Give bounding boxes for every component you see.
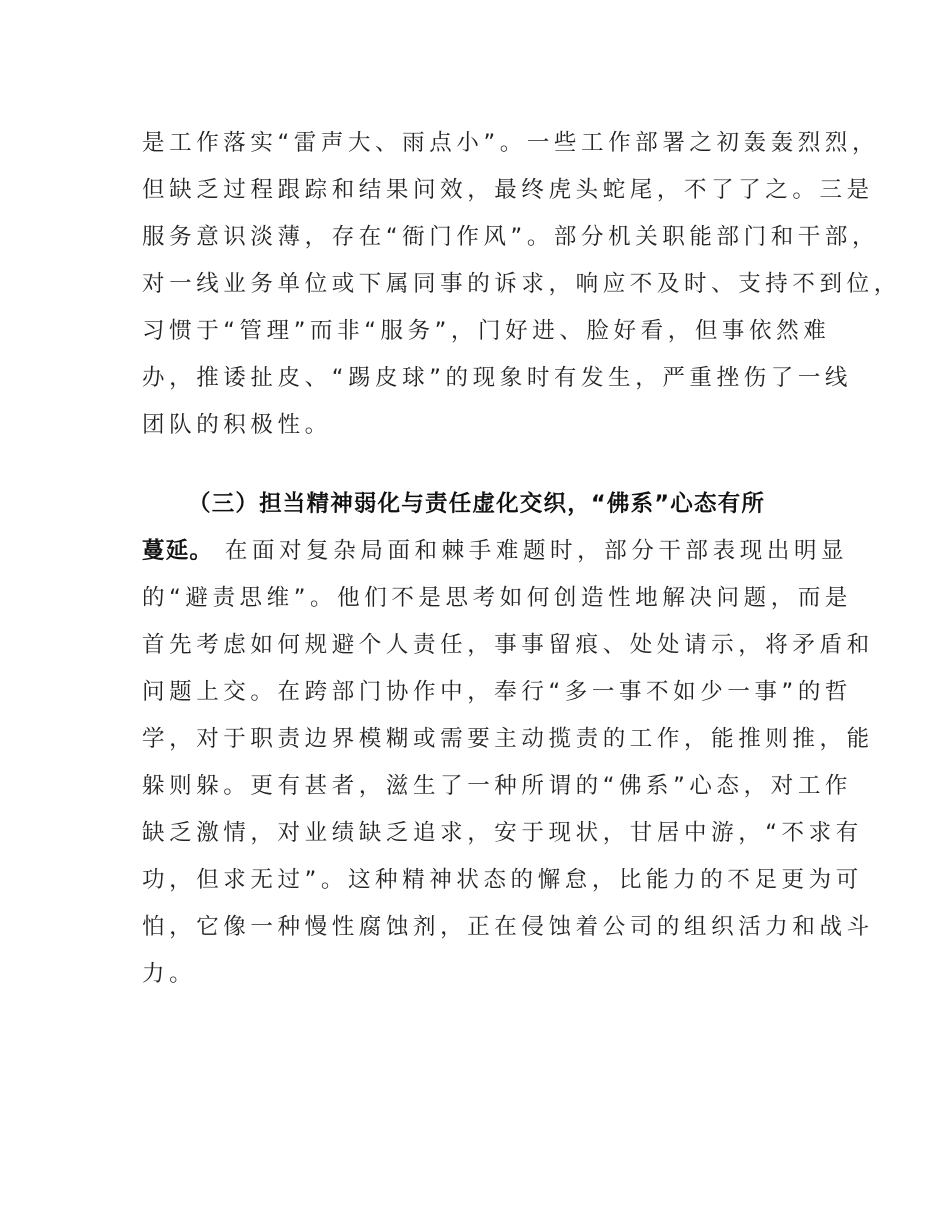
paragraph-line: 是工作落实“雷声大、雨点小”。一些工作部署之初轰轰烈烈，: [142, 130, 880, 156]
paragraph-line: 服务意识淡薄，存在“衙门作风”。部分机关职能部门和干部，: [142, 224, 880, 250]
paragraph-line: 躲则躲。更有甚者，滋生了一种所谓的“佛系”心态，对工作: [142, 773, 853, 799]
section-heading-continuation-line: [142, 536, 848, 566]
paragraph-line: 首先考虑如何规避个人责任，事事留痕、处处请示，将矛盾和: [142, 632, 874, 658]
paragraph-text: 在面对复杂局面和棘手难题时，部分干部表现出明显: [213, 538, 849, 564]
paragraph-line: 办，推诿扯皮、“踢皮球”的现象时有发生，严重挫伤了一线: [142, 365, 853, 391]
paragraph-line: 怕，它像一种慢性腐蚀剂，正在侵蚀着公司的组织活力和战斗: [142, 914, 874, 940]
paragraph-line: 团队的积极性。: [142, 412, 332, 438]
paragraph-line: 功，但求无过”。这种精神状态的懈怠，比能力的不足更为可: [142, 867, 863, 893]
paragraph-line: 的“避责思维”。他们不是思考如何创造性地解决问题，而是: [142, 585, 853, 611]
paragraph-line: 习惯于“管理”而非“服务”，门好进、脸好看，但事依然难: [142, 318, 831, 344]
paragraph-line: 但缺乏过程跟踪和结果问效，最终虎头蛇尾，不了了之。三是: [142, 177, 874, 203]
paragraph-line: 问题上交。在跨部门协作中，奉行“多一事不如少一事”的哲: [142, 679, 853, 705]
section-heading-end: 蔓延。: [142, 538, 214, 564]
paragraph-line: 缺乏激情，对业绩缺乏追求，安于现状，甘居中游，“不求有: [142, 820, 863, 846]
section-heading: （三）担当精神弱化与责任虚化交织，“佛系”心态有所: [188, 491, 766, 517]
paragraph-line: 对一线业务单位或下属同事的诉求，响应不及时、支持不到位，: [142, 271, 901, 297]
paragraph-line: 学，对于职责边界模糊或需要主动揽责的工作，能推则推，能: [142, 726, 874, 752]
paragraph-line: 力。: [142, 961, 197, 987]
